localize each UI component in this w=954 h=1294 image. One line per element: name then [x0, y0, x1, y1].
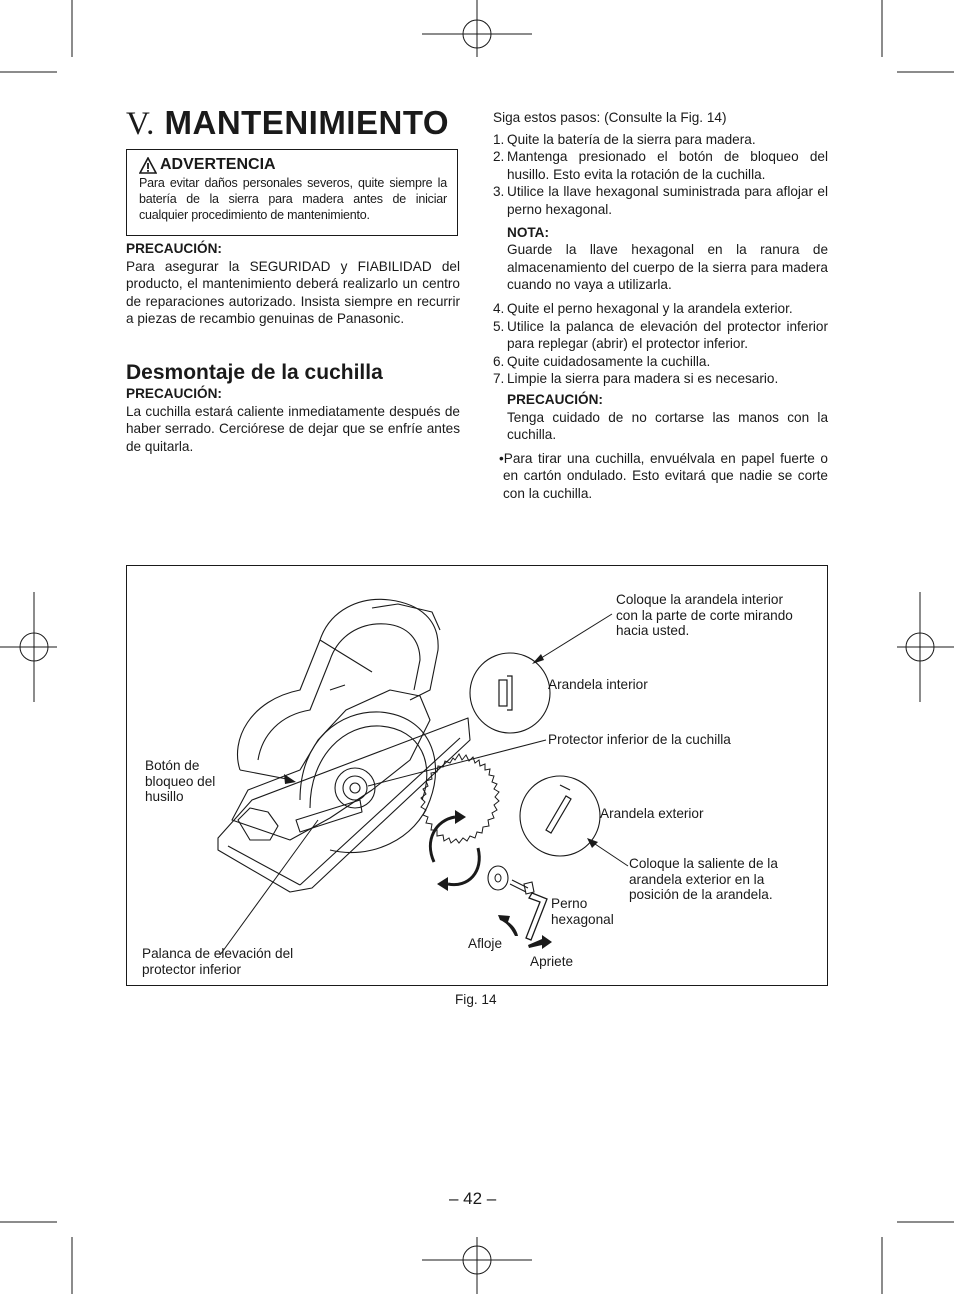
precaution-text: Tenga cuidado de no cortarse las manos con la cuchilla.: [507, 409, 828, 443]
label-lower-guard: Protector inferior de la cuchilla: [548, 732, 731, 747]
step-item: 2. Mantenga presionado el botón de bloqueo del husillo. Esto evita la rotación de la cuchilla.: [493, 149, 828, 182]
precaution-text: La cuchilla estará caliente inmediatamente después de haber serrado. Cerciórese de dejar que se enfríe antes de quitarla.: [126, 403, 460, 454]
step-item: 6. Quite cuidadosamente la cuchilla.: [493, 353, 711, 369]
step-item: 4. Quite el perno hexagonal y la arandela exterior.: [493, 300, 793, 316]
label-hex-bolt: Perno hexagonal: [551, 896, 614, 927]
disposal-bullet: •Para tirar una cuchilla, envuélvala en papel fuerte o en cartón ondulado. Esto evitará que nadie se corte con la cuchilla.: [499, 450, 828, 501]
step-item: 3. Utilice la llave hexagonal suministrada para aflojar el perno hexagonal.: [493, 184, 828, 217]
note-heading: NOTA:: [507, 224, 550, 240]
label-loosen: Afloje: [468, 936, 503, 951]
precaution-heading: PRECAUCIÓN:: [126, 241, 222, 256]
step-item: 1. Quite la batería de la sierra para madera.: [493, 131, 756, 147]
label-outer-washer: Arandela exterior: [600, 806, 704, 821]
precaution-heading: PRECAUCIÓN:: [126, 386, 222, 401]
precaution-heading: PRECAUCIÓN:: [507, 391, 603, 407]
label-inner-washer: Arandela interior: [548, 677, 648, 692]
figure-caption: Fig. 14: [455, 992, 497, 1007]
steps-intro: Siga estos pasos: (Consulte la Fig. 14): [493, 110, 727, 125]
step-item: 7. Limpie la sierra para madera si es necesario.: [493, 371, 779, 387]
note-text: Guarde la llave hexagonal en la ranura de almacenamiento del cuerpo de la sierra para madera cuando no vaya a utilizarla.: [507, 242, 828, 293]
page-title: V. MANTENIMIENTO: [126, 104, 450, 142]
label-outer-washer-note: Coloque la saliente de la arandela exterior en la posición de la arandela.: [629, 856, 778, 903]
label-spindle-lock: Botón de bloqueo del husillo: [145, 758, 216, 805]
label-tighten: Apriete: [530, 954, 574, 969]
label-guard-lever: Palanca de elevación del protector inferior: [142, 946, 294, 977]
page-number: – 42 –: [449, 1189, 497, 1208]
label-inner-washer-note: Coloque la arandela interior con la parte de corte mirando hacia usted.: [616, 592, 793, 639]
warning-heading: ADVERTENCIA: [139, 156, 447, 174]
step-item: 5. Utilice la palanca de elevación del protector inferior para replegar (abrir) el protector inferior.: [493, 318, 828, 352]
section-heading-blade-removal: Desmontaje de la cuchilla: [126, 361, 383, 384]
warning-text: Para evitar daños personales severos, quite siempre la batería de la sierra para madera antes de iniciar cualquier procedimiento de mantenimiento.: [139, 176, 447, 222]
precaution-text: Para asegurar la SEGURIDAD y FIABILIDAD del producto, el mantenimiento deberá realizarlo un centro de reparaciones autorizado. Insista siempre en recurrir a piezas de recambio genuinas de Panasonic.: [126, 258, 460, 327]
